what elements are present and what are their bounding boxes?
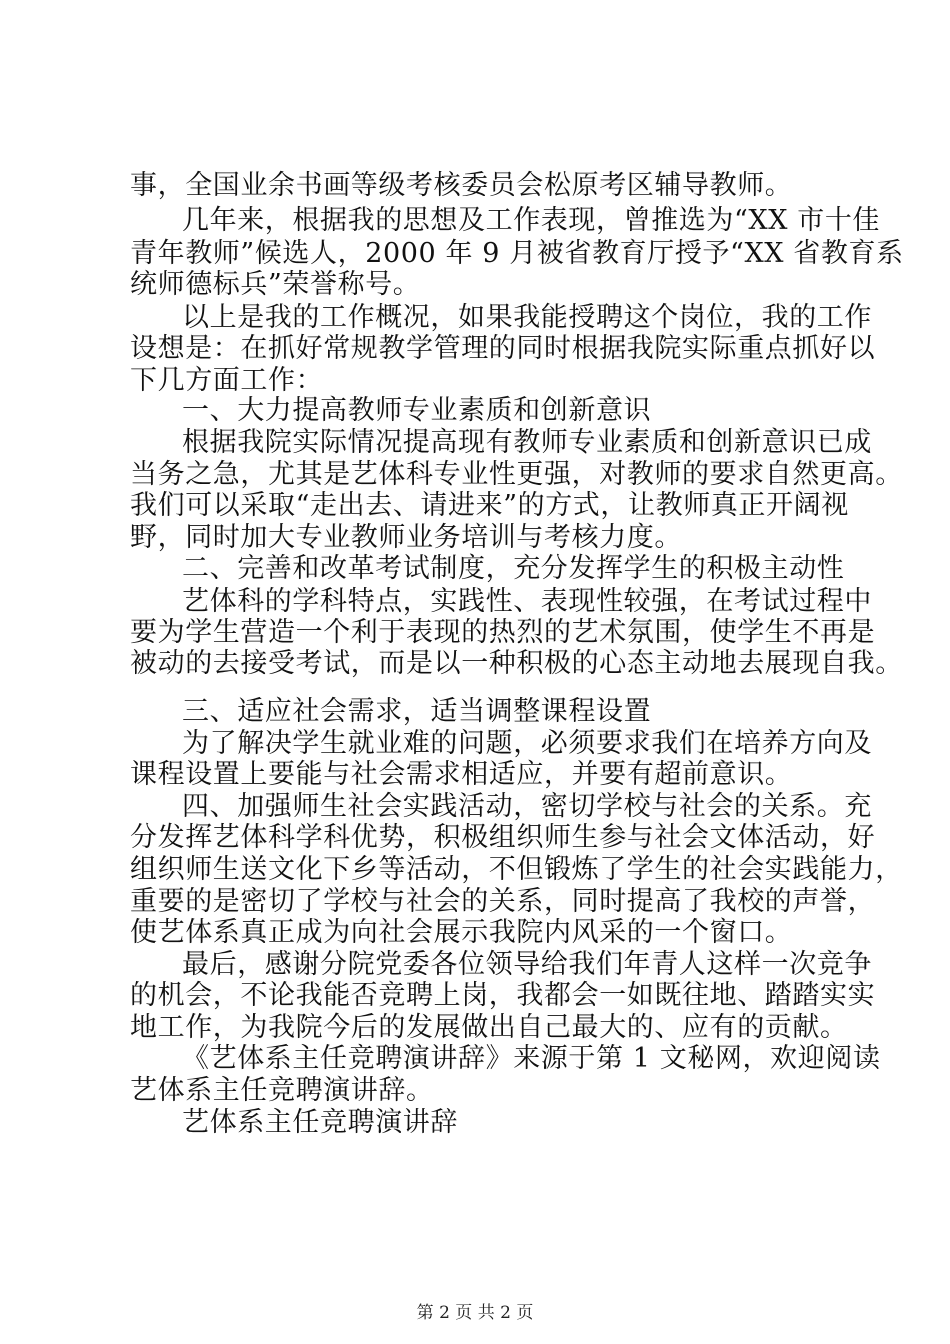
section-heading: 二、完善和改革考试制度，充分发挥学生的积极主动性 — [182, 553, 845, 584]
body-line: 野，同时加大专业教师业务培训与考核力度。 — [130, 522, 682, 553]
body-line: 我们可以采取“走出去、请进来”的方式，让教师真正开阔视 — [130, 490, 849, 521]
body-line: 被动的去接受考试，而是以一种积极的心态主动地去展现自我。 — [130, 648, 903, 679]
body-line: 青年教师”候选人，2000 年 9 月被省教育厅授予“XX 省教育系 — [130, 238, 904, 269]
body-line: 要为学生营造一个利于表现的热烈的艺术氛围，使学生不再是 — [130, 617, 876, 648]
body-line: 统师德标兵”荣誉称号。 — [130, 269, 421, 300]
body-line: 设想是：在抓好常规教学管理的同时根据我院实际重点抓好以 — [130, 333, 876, 364]
body-line: 重要的是密切了学校与社会的关系，同时提高了我校的声誉， — [130, 886, 876, 917]
section-heading: 一、大力提高教师专业素质和创新意识 — [182, 395, 652, 426]
body-line: 分发挥艺体科学科优势，积极组织师生参与社会文体活动，好 — [130, 822, 876, 853]
body-line: 的机会，不论我能否竞聘上岗，我都会一如既往地、踏踏实实 — [130, 980, 876, 1011]
section-heading: 四、加强师生社会实践活动，密切学校与社会的关系。充 — [182, 791, 872, 822]
body-line: 根据我院实际情况提高现有教师专业素质和创新意识已成 — [182, 427, 872, 458]
body-line: 组织师生送文化下乡等活动，不但锻炼了学生的社会实践能力， — [130, 854, 903, 885]
body-line: 艺体科的学科特点，实践性、表现性较强，在考试过程中 — [182, 586, 872, 617]
body-line: 以上是我的工作概况，如果我能授聘这个岗位，我的工作 — [182, 302, 872, 333]
section-heading: 三、适应社会需求，适当调整课程设置 — [182, 696, 652, 727]
body-line: 当务之急，尤其是艺体科专业性更强，对教师的要求自然更高。 — [130, 459, 903, 490]
body-line: 艺体系主任竞聘演讲辞。 — [130, 1075, 434, 1106]
body-line: 最后，感谢分院党委各位领导给我们年青人这样一次竞争 — [182, 949, 872, 980]
body-line: 下几方面工作： — [130, 365, 324, 396]
body-line: 地工作，为我院今后的发展做出自己最大的、应有的贡献。 — [130, 1012, 848, 1043]
body-line: 几年来，根据我的思想及工作表现，曾推选为“XX 市十佳 — [182, 205, 881, 236]
body-line: 为了解决学生就业难的问题，必须要求我们在培养方向及 — [182, 728, 872, 759]
body-line: 使艺体系真正成为向社会展示我院内风采的一个窗口。 — [130, 917, 793, 948]
body-line: 《艺体系主任竞聘演讲辞》来源于第 1 文秘网，欢迎阅读 — [182, 1043, 881, 1074]
body-line: 事，全国业余书画等级考核委员会松原考区辅导教师。 — [130, 170, 793, 201]
page-number: 第 2 页 共 2 页 — [416, 1303, 534, 1323]
document-title-line: 艺体系主任竞聘演讲辞 — [182, 1107, 458, 1138]
body-line: 课程设置上要能与社会需求相适应，并要有超前意识。 — [130, 759, 793, 790]
